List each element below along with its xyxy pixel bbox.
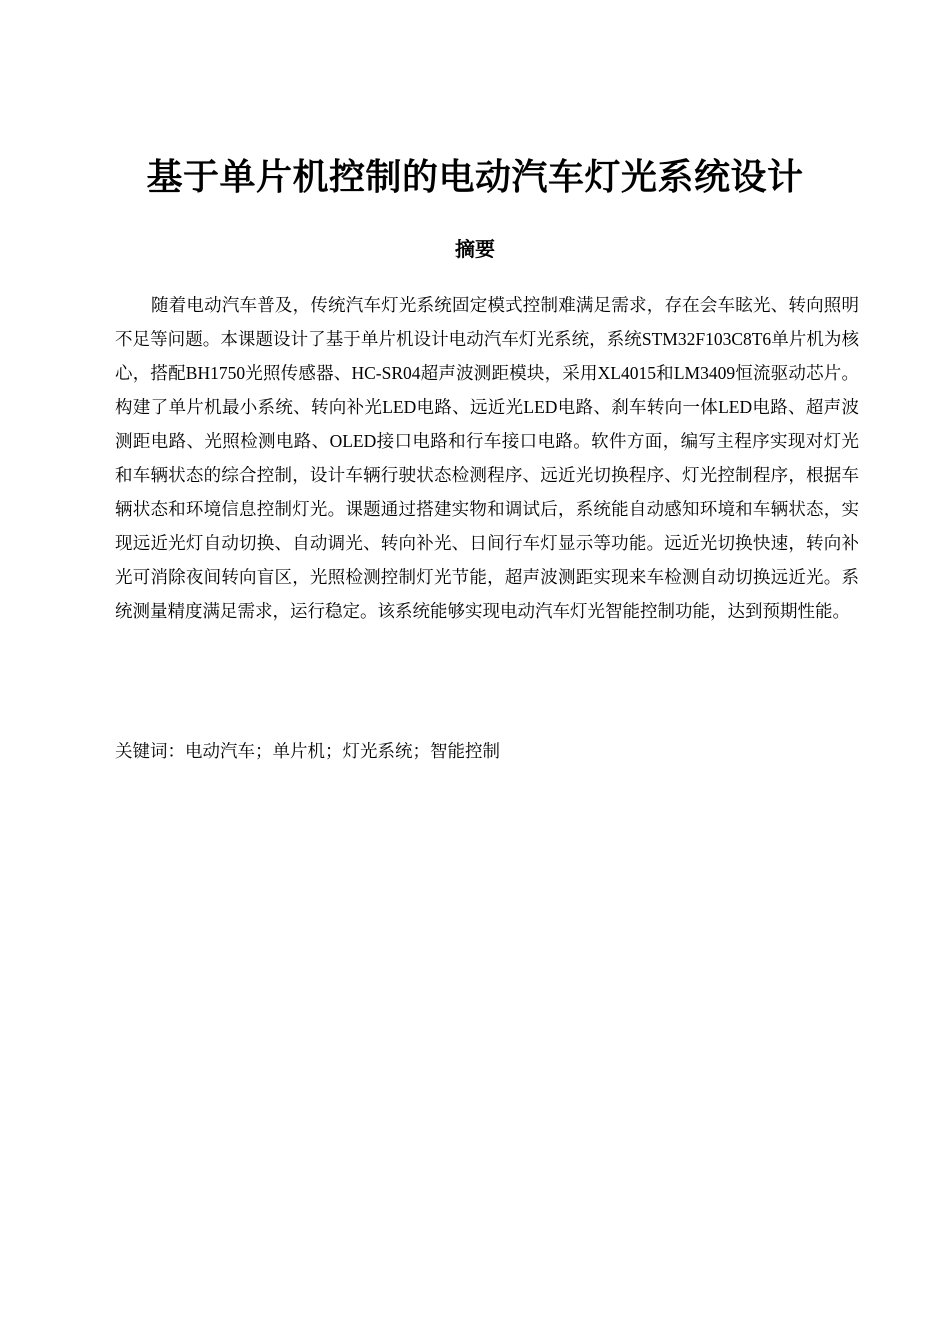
abstract-body: 随着电动汽车普及，传统汽车灯光系统固定模式控制难满足需求，存在会车眩光、转向照明不足等问题。本课题设计了基于单片机设计电动汽车灯光系统，系统STM32F103C8T6单片机为核心，搭配BH1750光照传感器、HC-SR04超声波测距模块，采用XL4015和LM3409恒流驱动芯片。构建了单片机最小系统、转向补光LED电路、远近光LED电路、刹车转向一体LED电路、超声波测距电路、光照检测电路、OLED接口电路和行车接口电路。软件方面，编写主程序实现对灯光和车辆状态的综合控制，设计车辆行驶状态检测程序、远近光切换程序、灯光控制程序，根据车辆状态和环境信息控制灯光。课题通过搭建实物和调试后，系统能自动感知环境和车辆状态，实现远近光灯自动切换、自动调光、转向补光、日间行车灯显示等功能。远近光切换快速，转向补光可消除夜间转向盲区，光照检测控制灯光节能，超声波测距实现来车检测自动切换远近光。系统测量精度满足需求，运行稳定。该系统能够实现电动汽车灯光智能控制功能，达到预期性能。 [115, 295, 859, 621]
abstract-heading: 摘要 [455, 237, 495, 261]
keywords-line [115, 734, 859, 769]
keywords-text: 电动汽车；单片机；灯光系统；智能控制 [185, 741, 500, 761]
keywords-label: 关键词： [115, 742, 185, 762]
document-title: 基于单片机控制的电动汽车灯光系统设计 [146, 157, 804, 198]
